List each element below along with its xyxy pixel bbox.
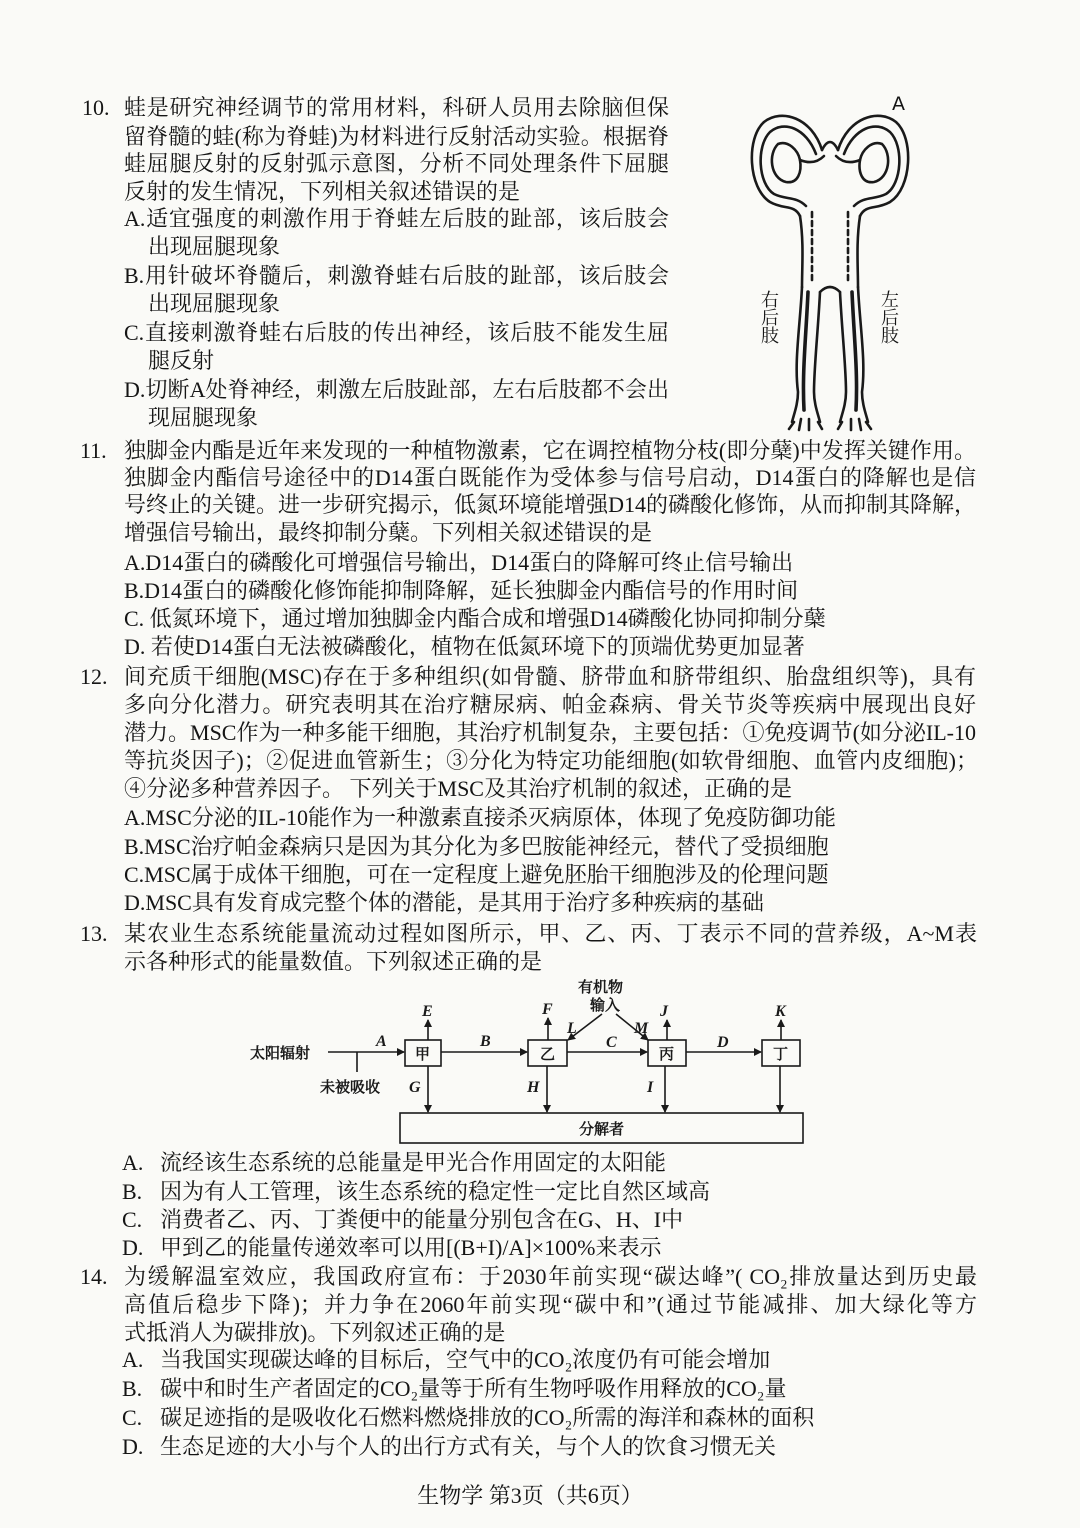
option-c: C. 低氮环境下，通过增加独脚金内酯合成和增强D14磷酸化协同抑制分蘖 (124, 606, 826, 631)
option-d: 生态足迹的大小与个人的出行方式有关，与个人的饮食习惯无关 (160, 1434, 777, 1459)
crotch (820, 287, 840, 292)
question-number: 13. (80, 921, 108, 946)
right-hind-limb-inner (814, 292, 820, 422)
level-ding: 丁 (773, 1045, 789, 1063)
left-hind-limb-label: 左后肢 (878, 290, 899, 344)
stem-line: 等抗炎因子)；②促进血管新生；③分化为特定功能细胞(如软骨细胞、血管内皮细胞)； (124, 748, 978, 773)
option-b: B.MSC治疗帕金森病只是因为其分化为多巴胺能神经元，替代了受损细胞 (124, 834, 829, 859)
spinal-left-lobe-inner (761, 127, 816, 206)
right-hind-limb-outer (792, 287, 802, 422)
option-c-continued: 腿反射 (148, 348, 215, 373)
option-d: D.MSC具有发育成完整个体的潜能，是其用于治疗多种疾病的基础 (124, 890, 764, 915)
option-a-continued: 出现屈腿现象 (148, 234, 281, 259)
option-b: 因为有人工管理，该生态系统的稳定性一定比自然区域高 (160, 1179, 711, 1204)
option-letter: B. (122, 1179, 143, 1204)
spinal-right-lobe-inner (844, 127, 899, 206)
flow-label-m: M (634, 1020, 649, 1037)
organic-input-label: 输入 (590, 996, 621, 1014)
decomposer-label: 分解者 (579, 1120, 625, 1138)
energy-flow-diagram (240, 970, 820, 1150)
option-letter: D. (122, 1434, 144, 1459)
left-hind-limb-inner (840, 292, 846, 422)
stem-line: 间充质干细胞(MSC)存在于多种组织(如骨髓、脐带血和脐带组织、胎盘组织等)，具有 (124, 664, 976, 689)
flow-label-b: B (480, 1033, 491, 1050)
right-hind-limb-label: 右后肢 (758, 290, 779, 344)
stem-line: 某农业生态系统能量流动过程如图所示，甲、乙、丙、丁表示不同的营养级，A~M表 (124, 921, 977, 946)
stem-line: 多向分化潜力。研究表明其在治疗糖尿病、帕金森病、骨关节炎等疾病中展现出良好 (124, 692, 976, 717)
stem-line: 独脚金内酯是近年来发现的一种植物激素，它在调控植物分枝(即分蘖)中发挥关键作用。 (124, 438, 976, 463)
option-d: D. 若使D14蛋白无法被磷酸化，植物在低氮环境下的顶端优势更加显著 (124, 634, 805, 659)
option-a: 当我国实现碳达峰的目标后，空气中的CO₂浓度仍有可能会增加 (160, 1347, 771, 1372)
option-c: C.MSC属于成体干细胞，可在一定程度上避免胚胎干细胞涉及的伦理问题 (124, 862, 829, 887)
option-b-continued: 出现屈腿现象 (148, 291, 281, 316)
sun-radiation-label: 太阳辐射 (250, 1044, 311, 1062)
level-jia: 甲 (415, 1045, 431, 1063)
flow-label-e: E (422, 1003, 433, 1020)
question-number: 12. (80, 664, 108, 689)
stem-line: 式抵消人为碳排放)。下列叙述正确的是 (124, 1320, 506, 1345)
body-right-edge (858, 216, 861, 287)
flow-label-h: H (527, 1079, 540, 1096)
question-number: 14. (80, 1264, 108, 1289)
flow-label-g: G (409, 1079, 421, 1096)
stem-line: 反射的发生情况，下列相关叙述错误的是 (124, 179, 521, 204)
option-letter: C. (122, 1405, 143, 1430)
option-letter: B. (122, 1376, 143, 1401)
spinal-center-bump (822, 142, 838, 150)
option-a: 流经该生态系统的总能量是甲光合作用固定的太阳能 (160, 1150, 667, 1175)
flow-label-f: F (542, 1001, 553, 1018)
flow-label-j: J (660, 1003, 668, 1020)
level-yi: 乙 (540, 1045, 556, 1063)
option-c: 碳足迹指的是吸收化石燃料燃烧排放的CO₂所需的海洋和森林的面积 (160, 1405, 815, 1430)
stem-line: 蛙屈腿反射的反射弧示意图，分析不同处理条件下屈腿 (124, 151, 669, 176)
stem-line: 独脚金内酯信号途径中的D14蛋白既能作为受体参与信号启动，D14蛋白的降解也是信 (124, 465, 976, 490)
level-bing: 丙 (659, 1045, 675, 1063)
option-letter: C. (122, 1207, 143, 1232)
left-inner-loop (772, 143, 801, 182)
stem-line: 增强信号输出，最终抑制分蘖。下列相关叙述错误的是 (124, 520, 653, 545)
option-d: 甲到乙的能量传递效率可以用[(B+I)/A]×100%来表示 (160, 1235, 662, 1260)
option-b: B.用针破坏脊髓后，刺激脊蛙右后肢的趾部，该后肢会 (124, 263, 669, 288)
flow-label-a: A (376, 1033, 387, 1050)
stem-line: 留脊髓的蛙(称为脊蛙)为材料进行反射活动实验。根据脊 (124, 124, 669, 149)
option-d-continued: 现屈腿现象 (148, 405, 259, 430)
flow-label-d: D (717, 1034, 729, 1051)
question-number: 10. (82, 95, 110, 120)
stem-line: 潜力。MSC作为一种多能干细胞，其治疗机制复杂，主要包括：①免疫调节(如分泌IL-10 (124, 720, 976, 745)
body-left-edge (800, 216, 803, 287)
organic-input-label: 有机物 (578, 978, 624, 996)
flow-label-c: C (606, 1034, 617, 1051)
option-b: 碳中和时生产者固定的CO₂量等于所有生物呼吸作用释放的CO₂量 (160, 1376, 787, 1401)
option-a: A.MSC分泌的IL-10能作为一种激素直接杀灭病原体，体现了免疫防御功能 (124, 805, 836, 830)
left-hind-limb-outer (858, 287, 868, 422)
flow-label-i: I (647, 1079, 654, 1096)
option-a: A.适宜强度的刺激作用于脊蛙左后肢的趾部，该后肢会 (124, 206, 669, 231)
option-d: D.切断A处脊神经，刺激左后肢趾部，左右后肢都不会出 (124, 377, 669, 402)
flow-label-k: K (775, 1003, 786, 1020)
stem-line: 为缓解温室效应，我国政府宣布：于2030年前实现“碳达峰”( CO₂排放量达到历史最 (124, 1264, 977, 1289)
frog-reflex-arc-figure (738, 92, 924, 432)
stem-line: 示各种形式的能量数值。下列叙述正确的是 (124, 949, 543, 974)
question-number: 11. (80, 438, 107, 463)
stem-line: 号终止的关键。进一步研究揭示，低氮环境能增强D14的磷酸化修饰，从而抑制其降解， (124, 492, 976, 517)
left-limb-nerve (852, 292, 857, 410)
right-inner-loop (860, 143, 889, 182)
stem-line: 蛙是研究神经调节的常用材料，科研人员用去除脑但保 (124, 95, 669, 120)
option-a: A.D14蛋白的磷酸化可增强信号输出，D14蛋白的降解可终止信号输出 (124, 550, 794, 575)
point-a-label: A (892, 93, 905, 115)
flow-label-l: L (567, 1020, 577, 1037)
page-footer: 生物学 第3页（共6页） (417, 1483, 643, 1508)
unabsorbed-label: 未被吸收 (320, 1078, 381, 1096)
spinal-left-lobe (752, 116, 822, 216)
option-letter: A. (122, 1150, 144, 1175)
right-limb-nerve (803, 292, 808, 410)
option-b: B.D14蛋白的磷酸化修饰能抑制降解，延长独脚金内酯信号的作用时间 (124, 578, 799, 603)
stem-line: 高值后稳步下降)；并力争在2060年前实现“碳中和”(通过节能减排、加大绿化等方 (124, 1292, 977, 1317)
spinal-right-lobe (838, 116, 908, 216)
option-letter: D. (122, 1235, 144, 1260)
stem-line: ④分泌多种营养因子。 下列关于MSC及其治疗机制的叙述，正确的是 (124, 776, 792, 801)
option-c: C.直接刺激脊蛙右后肢的传出神经，该后肢不能发生屈 (124, 320, 669, 345)
option-c: 消费者乙、丙、丁粪便中的能量分别包含在G、H、I中 (160, 1207, 684, 1232)
option-letter: A. (122, 1347, 144, 1372)
